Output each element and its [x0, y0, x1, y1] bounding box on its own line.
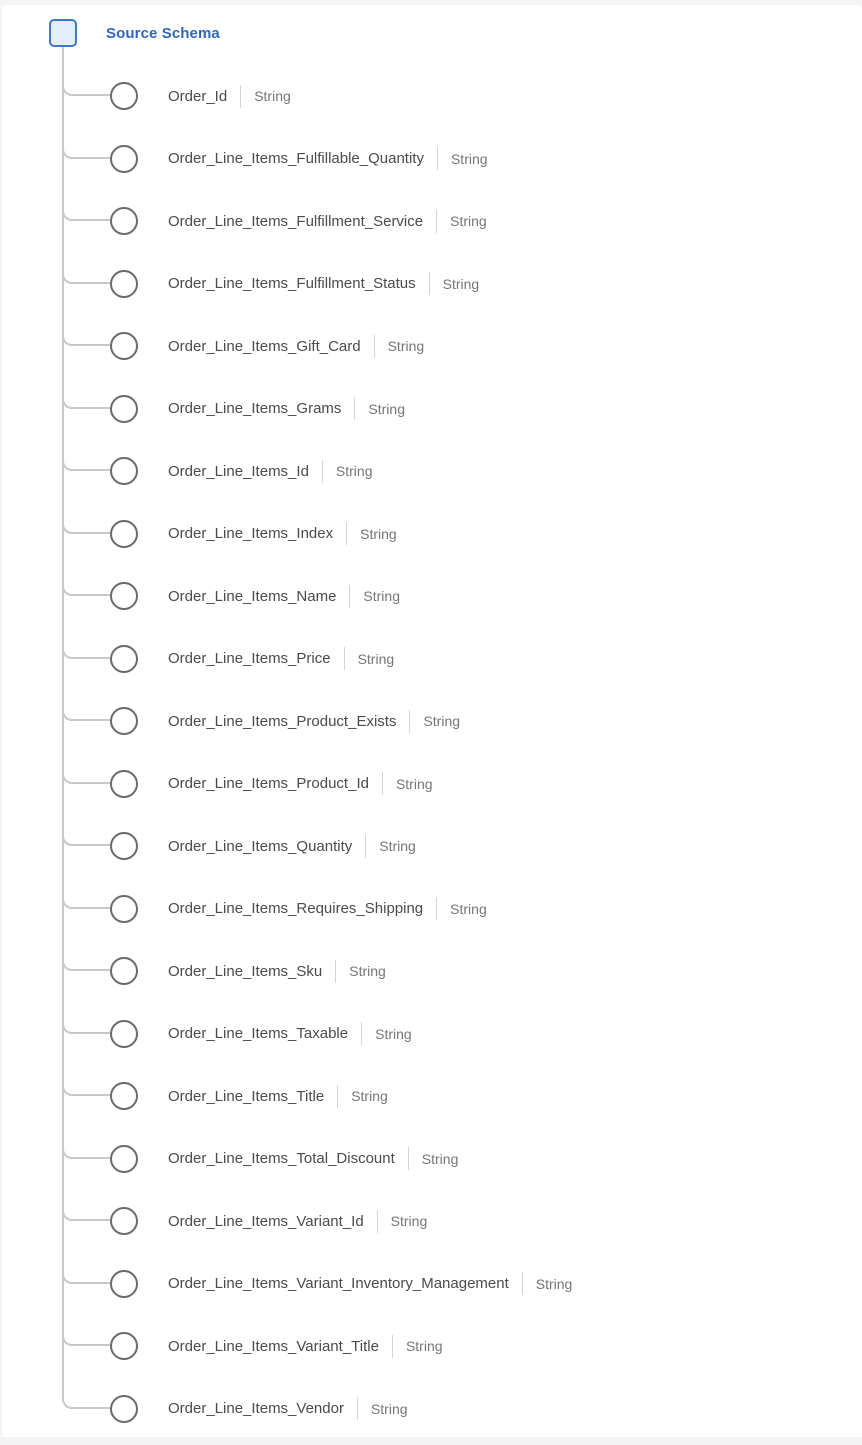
field-node [0, 1190, 862, 1253]
tree-branch-connector [62, 582, 110, 596]
field-select-circle-icon[interactable] [110, 82, 138, 110]
type-divider [354, 397, 355, 420]
field-node [0, 565, 862, 628]
field-select-circle-icon[interactable] [110, 207, 138, 235]
field-name: Order_Line_Items_Variant_Inventory_Management [168, 1275, 509, 1292]
type-divider [409, 710, 410, 733]
field-type: String [450, 213, 487, 229]
field-name: Order_Line_Items_Grams [168, 400, 342, 417]
field-type: String [349, 963, 386, 979]
field-name: Order_Line_Items_Index [168, 525, 334, 542]
schema-root-label: Source Schema [106, 24, 220, 42]
field-type: String [423, 713, 461, 729]
field-select-circle-icon[interactable] [110, 645, 138, 673]
field-node [0, 1377, 862, 1440]
tree-branch-connector [62, 645, 110, 659]
type-divider [322, 460, 323, 483]
field-name: Order_Line_Items_Requires_Shipping [168, 900, 424, 917]
type-divider [436, 210, 437, 233]
tree-branch-connector [62, 707, 110, 721]
tree-branch-connector [62, 457, 110, 471]
field-type: String [363, 588, 400, 604]
field-type: String [360, 525, 397, 542]
tree-branch-connector [62, 832, 110, 846]
tree-branch-connector [62, 957, 110, 971]
tree-branch-connector [62, 1332, 110, 1346]
field-select-circle-icon[interactable] [110, 770, 138, 798]
type-divider [408, 1147, 409, 1170]
field-select-circle-icon[interactable] [110, 1395, 138, 1423]
field-name: Order_Line_Items_Quantity [168, 837, 353, 855]
schema-root-node [49, 19, 220, 47]
field-type: String [370, 1400, 408, 1417]
field-type: String [405, 1338, 443, 1354]
type-divider [346, 522, 347, 545]
field-node [0, 127, 862, 190]
field-name: Order_Line_Items_Variant_Id [168, 1212, 364, 1230]
field-type: String [387, 338, 425, 354]
field-node [0, 252, 862, 315]
field-select-circle-icon[interactable] [110, 520, 138, 548]
root-checkbox-icon[interactable] [49, 19, 77, 47]
field-select-circle-icon[interactable] [110, 582, 138, 610]
type-divider [240, 85, 241, 108]
field-name: Order_Line_Items_Id [168, 462, 309, 480]
field-type: String [379, 838, 416, 854]
field-select-circle-icon[interactable] [110, 832, 138, 860]
type-divider [429, 272, 430, 295]
field-select-circle-icon[interactable] [110, 457, 138, 485]
tree-branch-connector [62, 332, 110, 346]
tree-branch-connector [62, 1145, 110, 1159]
field-select-circle-icon[interactable] [110, 1082, 138, 1110]
field-name: Order_Line_Items_Name [168, 587, 337, 605]
tree-branch-connector [62, 1395, 110, 1409]
field-name: Order_Line_Items_Title [168, 1087, 325, 1105]
tree-branch-connector [62, 520, 110, 534]
field-node [0, 377, 862, 440]
tree-branch-connector [62, 1270, 110, 1284]
field-name: Order_Line_Items_Product_Id [168, 775, 369, 792]
field-type: String [357, 650, 395, 667]
field-select-circle-icon[interactable] [110, 332, 138, 360]
type-divider [357, 1397, 358, 1420]
field-node [0, 315, 862, 378]
field-select-circle-icon[interactable] [110, 395, 138, 423]
field-node [0, 190, 862, 253]
type-divider [374, 335, 375, 358]
field-node [0, 1065, 862, 1128]
tree-branch-connector [62, 145, 110, 159]
field-select-circle-icon[interactable] [110, 1145, 138, 1173]
field-node [0, 877, 862, 940]
field-name: Order_Line_Items_Total_Discount [168, 1150, 395, 1167]
field-type: String [535, 1275, 573, 1292]
field-type: String [368, 400, 405, 417]
field-node [0, 1127, 862, 1190]
type-divider [337, 1085, 338, 1108]
field-select-circle-icon[interactable] [110, 145, 138, 173]
tree-branch-connector [62, 395, 110, 409]
field-select-circle-icon[interactable] [110, 957, 138, 985]
tree-branch-connector [62, 895, 110, 909]
field-type: String [351, 1088, 388, 1104]
field-name: Order_Line_Items_Fulfillment_Service [168, 212, 424, 230]
field-node [0, 502, 862, 565]
field-select-circle-icon[interactable] [110, 1270, 138, 1298]
field-name: Order_Line_Items_Taxable [168, 1025, 349, 1042]
field-name: Order_Line_Items_Gift_Card [168, 337, 361, 355]
type-divider [344, 647, 345, 670]
field-name: Order_Line_Items_Variant_Title [168, 1337, 379, 1355]
type-divider [382, 772, 383, 795]
field-type: String [390, 1213, 428, 1229]
field-select-circle-icon[interactable] [110, 270, 138, 298]
type-divider [377, 1210, 378, 1233]
field-node [0, 1315, 862, 1378]
field-type: String [442, 275, 480, 292]
field-type: String [421, 1150, 459, 1167]
field-type: String [254, 88, 291, 104]
field-select-circle-icon[interactable] [110, 1020, 138, 1048]
field-node [0, 1252, 862, 1315]
type-divider [365, 835, 366, 858]
type-divider [349, 585, 350, 608]
tree-branch-connector [62, 1020, 110, 1034]
field-select-circle-icon[interactable] [110, 1207, 138, 1235]
field-list [0, 65, 862, 1440]
field-name: Order_Line_Items_Fulfillable_Quantity [168, 150, 424, 167]
field-name: Order_Line_Items_Sku [168, 962, 323, 980]
field-select-circle-icon[interactable] [110, 1332, 138, 1360]
field-type: String [375, 1025, 412, 1042]
field-node [0, 815, 862, 878]
tree-branch-connector [62, 207, 110, 221]
tree-branch-connector [62, 82, 110, 96]
type-divider [361, 1022, 362, 1045]
field-node [0, 940, 862, 1003]
type-divider [436, 897, 437, 920]
tree-branch-connector [62, 1207, 110, 1221]
field-type: String [335, 463, 373, 479]
type-divider [522, 1272, 523, 1295]
tree-branch-connector [62, 1082, 110, 1096]
field-name: Order_Id [168, 87, 228, 105]
tree-branch-connector [62, 770, 110, 784]
field-name: Order_Line_Items_Product_Exists [168, 712, 397, 730]
field-node [0, 627, 862, 690]
field-name: Order_Line_Items_Fulfillment_Status [168, 275, 416, 292]
tree-branch-connector [62, 270, 110, 284]
field-type: String [450, 150, 488, 167]
field-name: Order_Line_Items_Price [168, 650, 331, 667]
field-node [0, 690, 862, 753]
field-select-circle-icon[interactable] [110, 707, 138, 735]
type-divider [437, 147, 438, 170]
type-divider [392, 1335, 393, 1358]
field-node [0, 65, 862, 128]
field-type: String [395, 775, 433, 792]
field-node [0, 1002, 862, 1065]
field-select-circle-icon[interactable] [110, 895, 138, 923]
field-type: String [450, 900, 487, 917]
field-name: Order_Line_Items_Vendor [168, 1400, 344, 1417]
field-node [0, 752, 862, 815]
type-divider [335, 960, 336, 983]
field-node [0, 440, 862, 503]
